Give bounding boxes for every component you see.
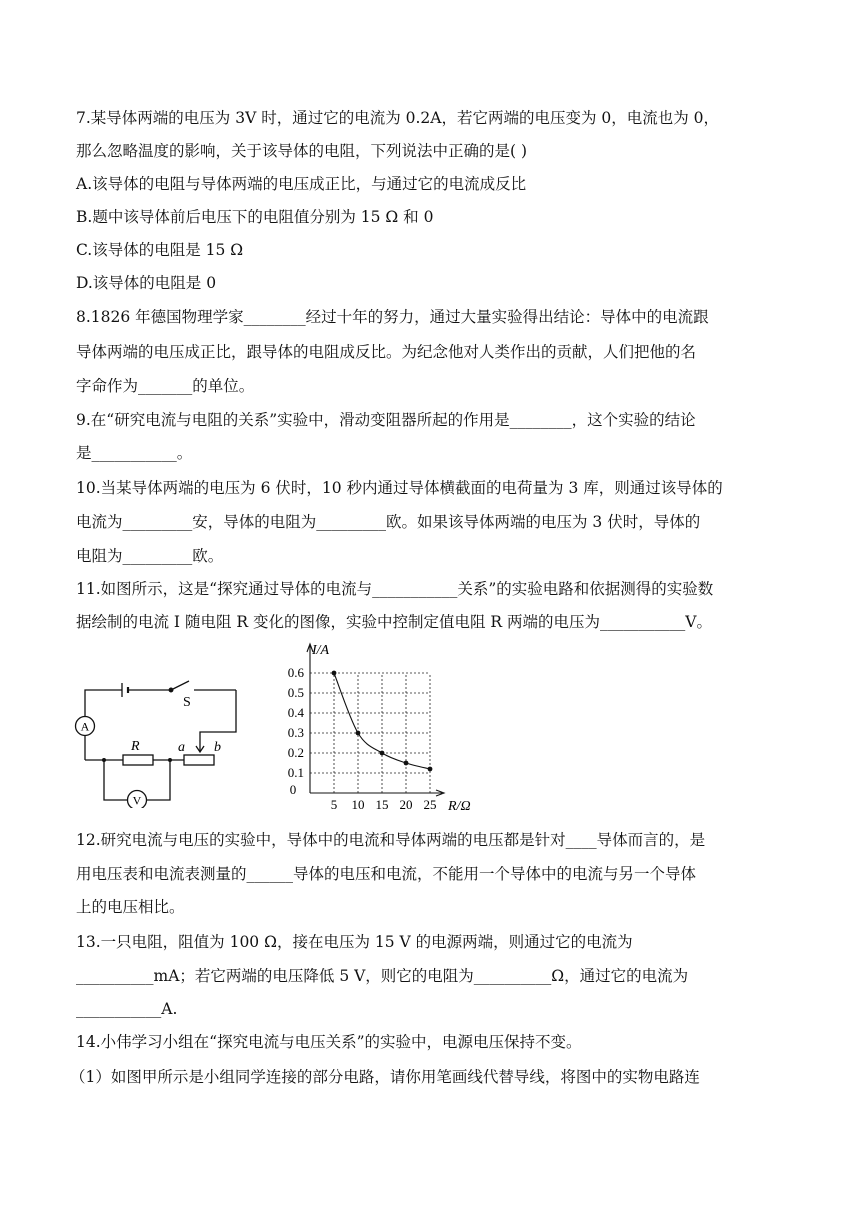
y-tick-label: 0.1 xyxy=(287,765,304,780)
q8-line1: 8.1826 年德国物理学家________经过十年的努力，通过大量实验得出结论：导体中的电流跟 xyxy=(76,308,709,326)
voltmeter-label: V xyxy=(132,793,142,808)
q7-option-b: B.题中该导体前后电压下的电阻值分别为 15 Ω 和 0 xyxy=(76,208,434,226)
y-axis-label: I/A xyxy=(312,643,330,658)
chart-labels xyxy=(288,643,471,814)
rheostat xyxy=(184,755,214,765)
q8-line2: 导体两端的电压成正比，跟导体的电阻成反比。为纪念他对人类作出的贡献，人们把他的名 xyxy=(76,343,697,361)
q12-line2: 用电压表和电流表测量的______导体的电压和电流，不能用一个导体中的电流与另一个导体 xyxy=(76,865,697,883)
x-tick-label: 20 xyxy=(399,797,413,812)
q13-line2: __________mA；若它两端的电压降低 5 V，则它的电阻为__________Ω，通过它的电流为 xyxy=(76,967,689,985)
switch-blade xyxy=(171,681,189,690)
q8-line3: 字命作为_______的单位。 xyxy=(76,377,255,395)
q7-stem-line1: 7.某导体两端的电压为 3V 时，通过它的电流为 0.2A，若它两端的电压变为 0，电流也为 0， xyxy=(76,109,720,127)
q9-line2: 是___________。 xyxy=(76,444,193,462)
data-point xyxy=(380,751,385,756)
switch-label: S xyxy=(183,695,191,710)
y-tick-label: 0.3 xyxy=(287,725,304,740)
q12-line1: 12.研究电流与电压的实验中，导体中的电流和导体两端的电压都是针对____导体而言的，是 xyxy=(76,831,706,849)
current-resistance-chart xyxy=(270,638,490,814)
q7-option-d: D.该导体的电阻是 0 xyxy=(76,274,217,292)
q13-line1: 13.一只电阻，阻值为 100 Ω，接在电压为 15 V 的电源两端，则通过它的电流为 xyxy=(76,933,633,951)
x-tick-label: 15 xyxy=(375,797,389,812)
data-point xyxy=(356,731,361,736)
q7-option-c: C.该导体的电阻是 15 Ω xyxy=(76,241,244,259)
q9-line1: 9.在“研究电流与电阻的关系”实验中，滑动变阻器所起的作用是________，这个实验的结论 xyxy=(76,411,696,429)
q14-line1: 14.小伟学习小组在“探究电流与电压关系”的实验中，电源电压保持不变。 xyxy=(76,1033,582,1051)
q14-subq1-line: （1）如图甲所示是小组同学连接的部分电路，请你用笔画线代替导线，将图中的实物电路连 xyxy=(70,1068,700,1086)
data-point xyxy=(332,671,337,676)
q10-line1: 10.当某导体两端的电压为 6 伏时，10 秒内通过导体横截面的电荷量为 3 库，则通过该导体的 xyxy=(76,479,723,497)
q7-stem-line2: 那么忽略温度的影响，关于该导体的电阻，下列说法中正确的是( ) xyxy=(76,142,528,160)
y-tick-label: 0.4 xyxy=(287,705,304,720)
x-tick-label: 5 xyxy=(330,797,338,812)
slider-label-a: a xyxy=(178,740,185,755)
q10-line3: 电阻为_________欧。 xyxy=(76,547,224,565)
data-point xyxy=(428,767,433,772)
origin-label: 0 xyxy=(289,782,297,797)
q10-line2: 电流为_________安，导体的电阻为_________欧。如果该导体两端的电压为 3 伏时，导体的 xyxy=(76,513,701,531)
circuit-diagram xyxy=(74,678,246,808)
q11-line2: 据绘制的电流 I 随电阻 R 变化的图像，实验中控制定值电阻 R 两端的电压为___________V。 xyxy=(76,613,712,631)
data-point xyxy=(404,761,409,766)
ammeter-label: A xyxy=(80,719,90,734)
y-tick-label: 0.5 xyxy=(287,685,304,700)
x-axis-label: R/Ω xyxy=(448,799,471,814)
x-tick-label: 10 xyxy=(351,797,365,812)
y-tick-label: 0.2 xyxy=(287,745,304,760)
q12-line3: 上的电压相比。 xyxy=(76,898,185,916)
chart-grid xyxy=(310,673,430,793)
q7-option-a: A.该导体的电阻与导体两端的电压成正比，与通过它的电流成反比 xyxy=(76,175,527,193)
fixed-resistor xyxy=(123,755,153,765)
q13-line3: ___________A. xyxy=(76,1000,178,1018)
q11-line1: 11.如图所示，这是“探究通过导体的电流与___________关系”的实验电路和依据测得的实验数 xyxy=(76,580,714,598)
x-tick-label: 25 xyxy=(423,797,437,812)
y-tick-label: 0.6 xyxy=(287,665,304,680)
slider-label-b: b xyxy=(214,740,221,755)
resistor-label: R xyxy=(131,739,140,754)
